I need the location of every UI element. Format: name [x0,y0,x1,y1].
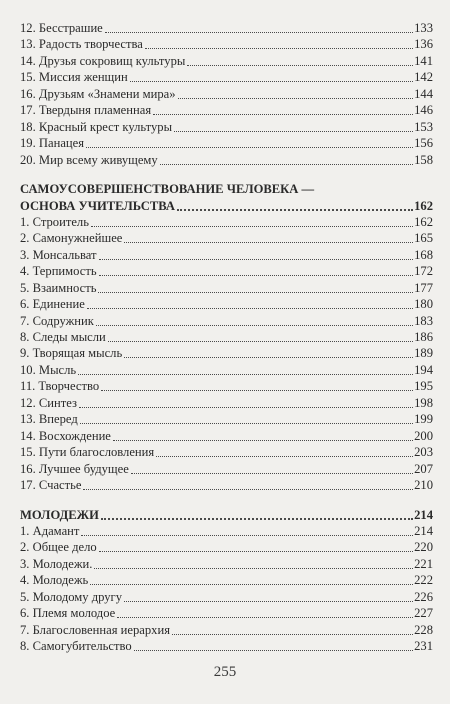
dot-leader [81,524,413,536]
toc-entry [20,119,433,135]
toc-entry [20,20,433,36]
dot-leader [91,215,413,227]
toc-entry-title: 20. Мир всему живущему [20,152,158,167]
toc-entry [20,230,433,246]
toc-entry-page: 231 [414,639,433,653]
dot-leader [131,462,413,474]
toc-entry [20,280,433,296]
dot-leader [117,606,413,618]
dot-leader [153,103,413,115]
dot-leader [124,231,413,243]
toc-entry-page: 162 [414,214,433,229]
toc-entry-page: 165 [414,231,433,246]
toc-entry-page: 153 [414,119,433,134]
toc-entry [20,263,433,279]
toc-entry-page: 183 [414,313,433,328]
toc-entry [20,605,433,621]
toc-entry-page: 156 [414,136,433,151]
section-heading [20,198,433,214]
toc-entry [20,86,433,102]
toc-entry [20,428,433,444]
toc-entry-page: 221 [414,556,433,571]
section-heading [20,507,433,523]
toc-entry-page: 136 [414,37,433,52]
dot-leader [99,248,414,260]
toc-entry-page: 228 [414,622,433,637]
dot-leader [101,507,413,520]
toc-entry [20,622,433,638]
toc-entry [20,444,433,460]
toc-entry-page: 222 [414,573,433,588]
toc-entry-title: 2. Самонужнейшее [20,231,123,246]
toc-entry [20,152,433,168]
toc-entry-title: 13. Вперед [20,412,78,427]
toc-entry-title: 6. Племя молодое [20,606,116,621]
toc-entry-title: 15. Пути благословления [20,445,155,460]
dot-leader [160,153,413,165]
dot-leader [79,396,413,408]
toc-entry-page: 220 [414,540,433,555]
toc-entry-title: 1. Строитель [20,214,89,229]
toc-entry-title: 5. Молодому другу [20,589,123,604]
dot-leader [174,120,413,132]
toc-entry-title: 9. Творящая мысль [20,346,123,361]
toc-entry [20,638,433,654]
toc-entry-page: 207 [414,461,433,476]
dot-leader [130,70,413,82]
toc-entry [20,247,433,263]
section-heading-line: САМОУСОВЕРШЕНСТВОВАНИЕ ЧЕЛОВЕКА — [20,182,315,197]
section-heading-page: 214 [414,507,433,522]
toc-entry-title: 19. Панацея [20,136,85,151]
dot-leader [86,136,413,148]
toc-entry [20,296,433,312]
toc-entry-page: 226 [414,589,433,604]
toc-entry [20,69,433,85]
toc-entry-page: 177 [414,280,433,295]
toc-entry-title: 14. Друзья сокровищ культуры [20,53,186,68]
toc-entry-page: 203 [414,445,433,460]
toc-entry [20,214,433,230]
dot-leader [80,412,413,424]
toc-entry-page: 198 [414,395,433,410]
toc-entry-page: 189 [414,346,433,361]
toc-entry-page: 158 [414,152,433,167]
toc-entry-title: 13. Радость творчества [20,37,143,52]
dot-leader [94,557,413,569]
toc-entry-title: 4. Терпимость [20,264,97,279]
toc-entry [20,36,433,52]
toc-entry [20,461,433,477]
dot-leader [156,445,413,457]
toc-entry-title: 3. Молодежи. [20,556,93,571]
dot-leader [105,21,413,33]
toc-entry [20,345,433,361]
toc-entry-title: 8. Самогубительство [20,639,132,653]
toc-entry-page: 186 [414,330,433,344]
toc-entry [20,477,433,493]
toc-entry [20,329,433,345]
toc-entry-title: 4. Молодежь [20,573,89,588]
toc-entry-title: 7. Содружник [20,313,94,328]
toc-entry-page: 168 [414,247,433,262]
toc-entry [20,523,433,539]
toc-entry [20,378,433,394]
toc-entry-page: 141 [414,53,433,68]
section-heading-title: ОСНОВА УЧИТЕЛЬСТВА [20,198,175,213]
toc-entry-page: 200 [414,428,433,443]
toc-entry [20,556,433,572]
dot-leader [90,573,413,585]
dot-leader [96,314,413,326]
toc-entry [20,572,433,588]
dot-leader [99,264,414,276]
toc-entry [20,135,433,151]
dot-leader [87,297,413,309]
dot-leader [99,540,413,552]
toc-entry-title: 15. Миссия женщин [20,70,128,85]
dot-leader [124,346,413,358]
dot-leader [177,198,413,211]
toc-entry-title: 6. Единение [20,297,85,312]
toc-entry-page: 199 [414,412,433,427]
toc-entry-title: 2. Общее дело [20,540,97,555]
toc-entry-page: 142 [414,70,433,85]
dot-leader [78,363,413,375]
dot-leader [108,330,413,342]
toc-entry-title: 8. Следы мысли [20,330,106,344]
dot-leader [134,639,413,651]
toc-entry-page: 227 [414,606,433,621]
toc-entry-title: 7. Благословенная иерархия [20,622,170,637]
toc-entry [20,102,433,118]
toc-entry-page: 195 [414,379,433,394]
toc-entry-page: 194 [414,362,433,377]
dot-leader [83,478,413,490]
toc-entry-page: 133 [414,21,433,35]
toc-entry-page: 180 [414,297,433,312]
toc-entry [20,313,433,329]
dot-leader [101,379,413,391]
toc-entry-page: 210 [414,477,433,492]
toc-entry [20,411,433,427]
dot-leader [113,429,413,441]
toc-entry-title: 17. Твердыня пламенная [20,103,152,118]
toc-entry-title: 16. Лучшее будущее [20,461,129,476]
toc-entry-title: 10. Мысль [20,362,77,377]
page-number: 255 [213,664,237,680]
section-heading-title: МОЛОДЕЖИ [20,507,99,522]
toc-entry [20,362,433,378]
dot-leader [145,37,413,49]
dot-leader [178,87,414,99]
toc-entry-page: 146 [414,103,433,118]
toc-entry-title: 3. Монсальват [20,247,97,262]
toc-entry-title: 18. Красный крест культуры [20,119,173,134]
dot-leader [187,54,413,66]
toc-entry [20,539,433,555]
toc-entry-title: 12. Бесстрашие [20,21,103,35]
toc-entry-page: 144 [414,86,433,101]
dot-leader [124,590,413,602]
toc-entry-title: 11. Творчество [20,379,100,394]
toc-entry-title: 17. Счастье [20,477,82,492]
dot-leader [98,281,413,293]
toc-entry-title: 5. Взаимность [20,280,97,295]
dot-leader [172,623,413,635]
toc-entry-title: 14. Восхождение [20,428,111,443]
toc-entry-page: 172 [414,264,433,279]
toc-entry [20,395,433,411]
toc-entry [20,53,433,69]
toc-entry [20,589,433,605]
toc-entry-page: 214 [414,523,433,538]
toc-entry-title: 1. Адамант [20,523,80,538]
section-heading-page: 162 [414,198,433,213]
toc-entry-title: 16. Друзьям «Знамени мира» [20,86,176,101]
toc-entry-title: 12. Синтез [20,395,77,410]
